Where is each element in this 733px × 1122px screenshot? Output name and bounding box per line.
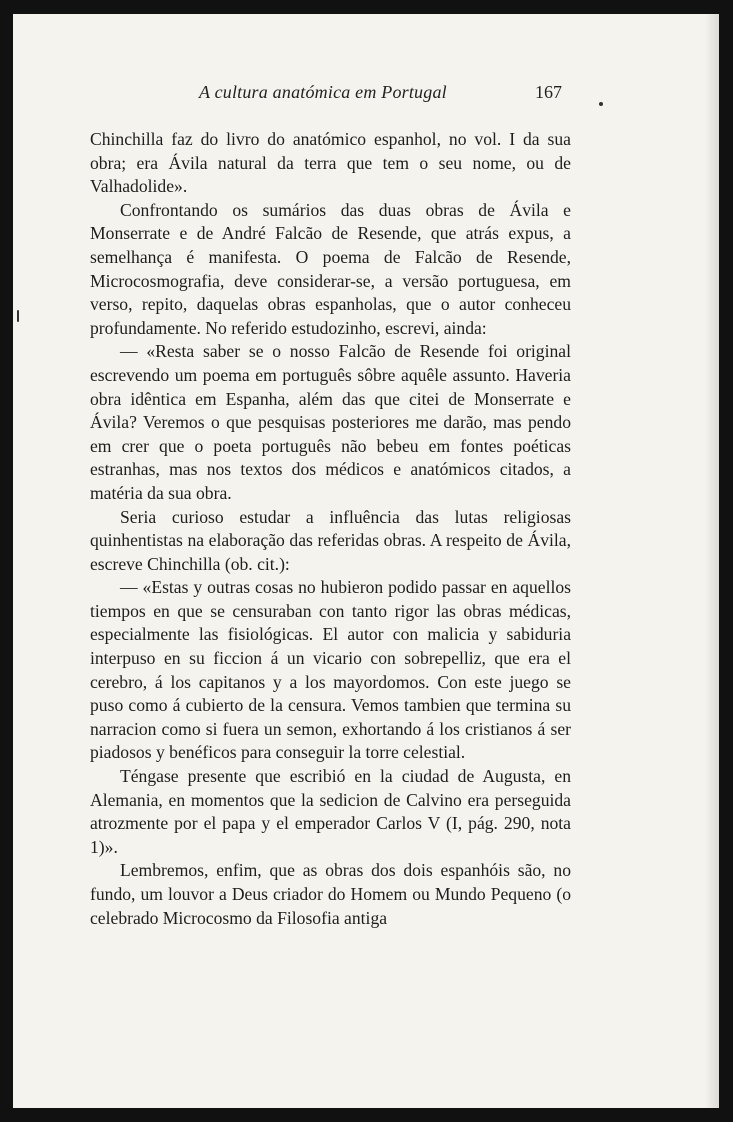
book-page bbox=[13, 14, 719, 1108]
ink-speck bbox=[599, 102, 603, 106]
page-number: 167 bbox=[535, 82, 562, 102]
page-header bbox=[13, 82, 719, 110]
paragraph-confrontation: Confrontando os sumários das duas obras de Ávila e Monserrate e de André Falcão de Resende, que atrás expus, a semelhança é manifesta. O poema de Falcão de Resende, Microcosmografia, deve considerar-se, a versão portuguesa, em verso, repito, daquelas obras espanholas, que o autor conheceu profundamente. No referido estudozinho, escrevi, ainda: bbox=[90, 199, 571, 338]
quote-chinchilla: — «Estas y outras cosas no hubieron podido passar en aquellos tiempos en que se censuraban con tanto rigor las obras médicas, especialmente las fisiológicas. El autor con malicia y sabiduria interpuso en su ficcion á un vicario con sobrepelliz, que era el cerebro, á los capitanos y a los mayordomos. Con este juego se puso como á cubierto de la censura. Vemos tambien que termina su narracion como si fuera un semon, exhortando á los cristianos á ser piadosos y benéficos para conseguir la torre celestial. bbox=[90, 577, 571, 763]
paragraph-religious-struggles: Seria curioso estudar a influência das lutas religiosas quinhentistas na elaboração das referidas obras. A respeito de Ávila, escreve Chinchilla (ob. cit.): bbox=[90, 506, 571, 574]
running-title: A cultura anatómica em Portugal bbox=[199, 82, 447, 102]
quote-falcao: — «Resta saber se o nosso Falcão de Resende foi original escrevendo um poema em português sôbre aquêle assunto. Haveria obra idêntica em Espanha, além das que citei de Monserrate e Ávila? Veremos o que pesquisas posteriores me darão, mas pendo em crer que o poeta português não bebeu em fontes poéticas estranhas, mas nos textos dos médicos e anatómicos citados, a matéria da sua obra. bbox=[90, 341, 571, 503]
paragraph-conclusion: Lembremos, enfim, que as obras dos dois espanhóis são, no fundo, um louvor a Deus criador do Homem ou Mundo Pequeno (o celebrado Microcosmo da Filosofia antiga bbox=[90, 860, 571, 928]
body-text bbox=[90, 128, 571, 930]
paragraph-continuation: Chinchilla faz do livro do anatómico espanhol, no vol. I da sua obra; era Ávila natural da terra que tem o seu nome, ou de Valhadolide». bbox=[90, 129, 571, 197]
ink-speck bbox=[17, 310, 19, 322]
quote-augusta: Téngase presente que escribió en la ciudad de Augusta, en Alemania, en momentos que la sedicion de Calvino era perseguida atrozmente por el papa y el emperador Carlos V (I, pág. 290, nota 1)». bbox=[90, 766, 571, 857]
